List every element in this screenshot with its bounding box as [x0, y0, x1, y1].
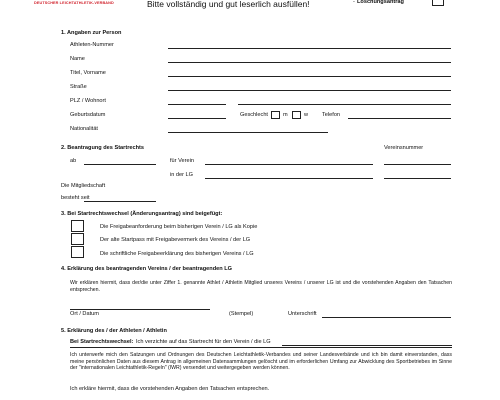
start-change-label: Bei Startrechtswechsel:: [70, 339, 134, 345]
deletion-request-label: Löschungsantrag: [357, 0, 404, 5]
title-firstname-field[interactable]: [168, 76, 451, 77]
athlete-number-field[interactable]: [168, 48, 451, 49]
section4-declaration: Wir erklären hiermit, dass der/die unter Ziffer 1. genannte Athlet / Athletin Mitglied unseres Vereins / unserer LG ist und die vorstehenden Angaben den Tatsachen entsprechen.: [70, 280, 452, 293]
label-name: Name: [70, 56, 85, 62]
label-from: ab: [70, 158, 77, 164]
label-membership-1: Die Mitgliedschaft: [61, 183, 106, 189]
label-title-firstname: Titel, Vorname: [70, 70, 106, 76]
club-field[interactable]: [205, 164, 373, 165]
membership-since-field[interactable]: [84, 201, 156, 202]
label-birthdate: Geburtsdatum: [70, 112, 106, 118]
section5-title: 5. Erklärung des / der Athleten / Athletin: [61, 328, 167, 334]
label-street: Straße: [70, 84, 87, 90]
street-field[interactable]: [168, 90, 451, 91]
attachment-item-2: Der alte Startpass mit Freigabevermerk des Vereins / der LG: [100, 237, 251, 243]
city-field[interactable]: [238, 104, 451, 105]
nationality-field[interactable]: [168, 132, 328, 133]
label-gender-w: w: [304, 112, 309, 118]
attachment-item-3: Die schriftliche Freigabeerklärung des bisherigen Vereins / LG: [100, 251, 254, 257]
label-signature: Unterschrift: [288, 311, 317, 317]
label-zip-city: PLZ / Wohnort: [70, 98, 106, 104]
section1-title: 1. Angaben zur Person: [61, 30, 122, 36]
start-change-club-field[interactable]: [70, 347, 452, 348]
label-for-club: für Verein: [170, 158, 194, 164]
start-change-text: Ich verzichte auf das Startrecht für den Verein / die LG: [136, 339, 271, 345]
label-in-lg: in der LG: [170, 172, 194, 178]
attachment-item-1: Die Freigabeanforderung beim bisherigen Verein / LG als Kopie: [100, 224, 258, 230]
attachment-checkbox-2[interactable]: [71, 233, 84, 245]
attachment-checkbox-3[interactable]: [71, 246, 84, 258]
lg-field[interactable]: [205, 178, 373, 179]
zip-field[interactable]: [168, 104, 226, 105]
name-field[interactable]: [168, 62, 451, 63]
section5-final-statement: Ich erkläre hiermit, dass die vorstehenden Angaben den Tatsachen entsprechen.: [70, 386, 270, 392]
section5-consent-paragraph: Ich unterwerfe mich den Satzungen und Ordnungen des Deutschen Leichtathletik-Verbandes und seiner Landesverbände und ich bin damit einverstanden, dass meine persönlichen Daten aus diesem Antrag in allgemeinen Datensammlungen gelöscht und im erforderlichen Umfang zur Abwicklung des Sportbetriebes im Sinne der "internationalen Leichtathletik-Regeln" (IWR) versendet und weitergegeben werden können.: [70, 352, 452, 372]
org-name: DEUTSCHER LEICHTATHLETIK-VERBAND: [34, 1, 114, 5]
bullet-dash: -: [353, 0, 355, 5]
phone-field[interactable]: [348, 118, 451, 119]
section2-title: 2. Beantragung des Startrechts: [61, 145, 144, 151]
deletion-request-checkbox[interactable]: [432, 0, 444, 6]
label-stamp: (Stempel): [229, 311, 254, 317]
label-gender-m: m: [283, 112, 288, 118]
label-athlete-number: Athleten-Nummer: [70, 42, 114, 48]
label-phone: Telefon: [322, 112, 341, 118]
signature-field[interactable]: [322, 317, 451, 318]
attachment-checkbox-1[interactable]: [71, 220, 84, 232]
gender-m-checkbox[interactable]: [271, 111, 280, 119]
section4-title: 4. Erklärung des beantragenden Vereins / der beantragenden LG: [61, 266, 232, 272]
place-date-field[interactable]: [70, 309, 210, 310]
birthdate-field[interactable]: [168, 118, 226, 119]
club-number-header: Vereinsnummer: [384, 145, 424, 151]
label-membership-2: besteht seit: [61, 195, 90, 201]
section3-title: 3. Bei Startrechtswechsel (Änderungsantrag) sind beigefügt:: [61, 211, 223, 217]
gender-w-checkbox[interactable]: [292, 111, 301, 119]
club-number-field[interactable]: [384, 164, 451, 165]
lg-number-field[interactable]: [384, 178, 451, 179]
from-date-field[interactable]: [84, 164, 156, 165]
start-change-club-field-end[interactable]: [282, 345, 452, 346]
label-place-date: Ort / Datum: [70, 311, 99, 317]
label-nationality: Nationalität: [70, 126, 98, 132]
label-gender: Geschlecht: [240, 112, 268, 118]
instruction-text: Bitte vollständig und gut leserlich ausfüllen!: [147, 0, 310, 9]
